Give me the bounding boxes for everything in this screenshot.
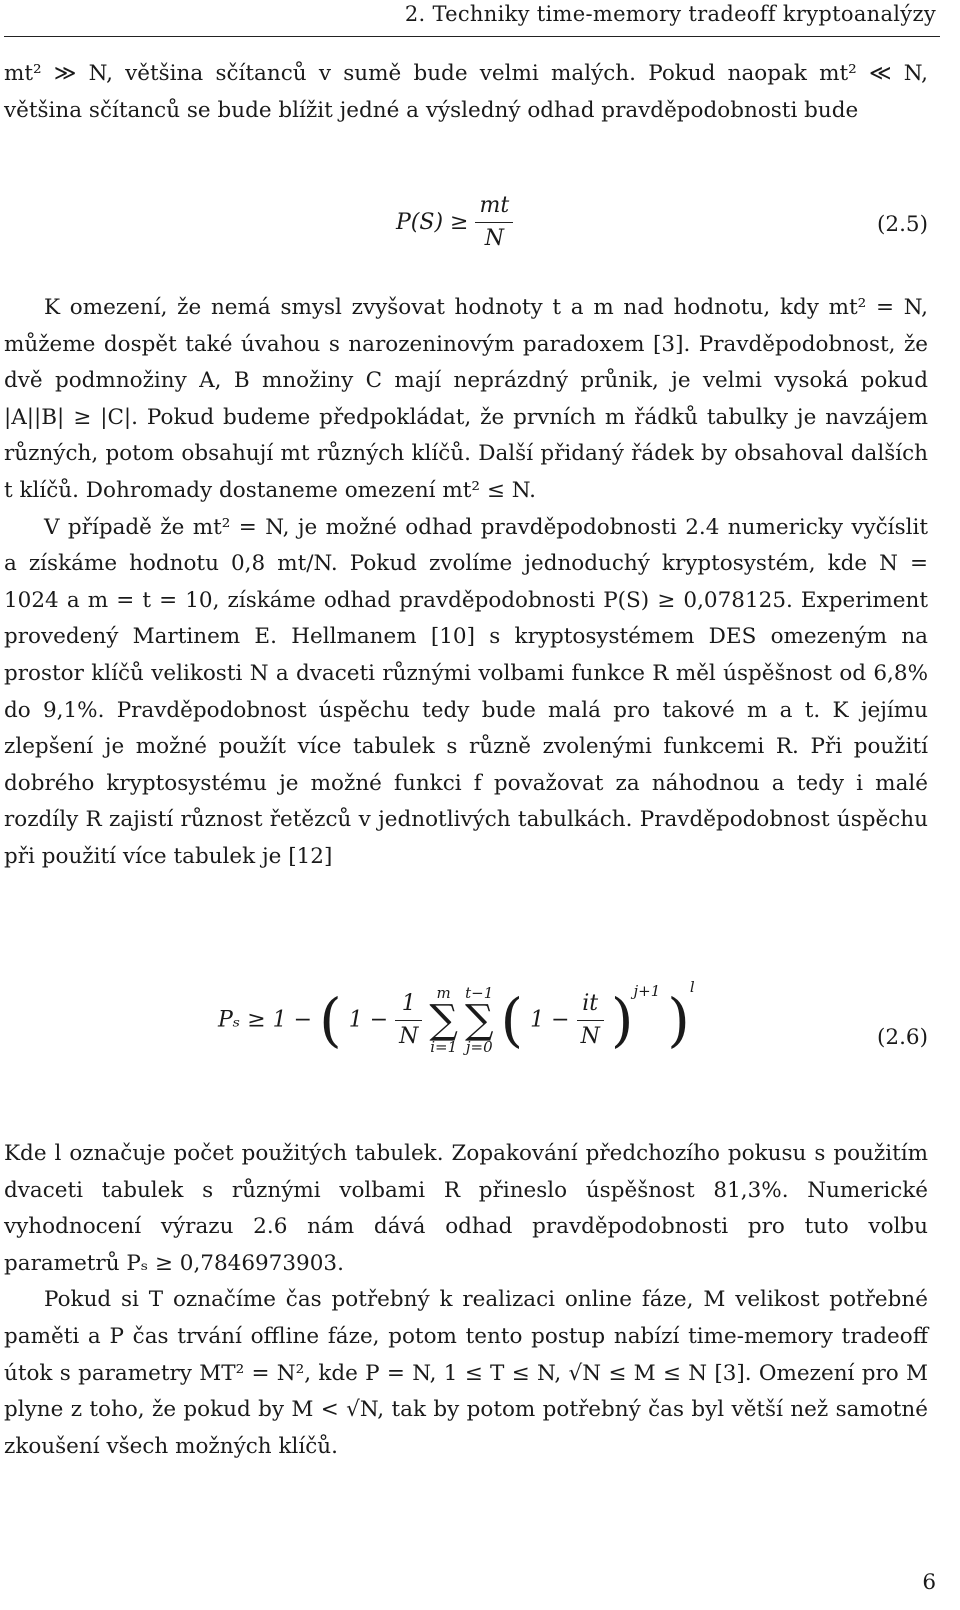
equation-2-6-inner-one: 1 − [348, 1007, 389, 1033]
paragraph-3: V případě že mt² = N, je možné odhad pravděpodobnosti 2.4 numericky vyčíslit a získáme hodnotu 0,8 mt/N. Pokud zvolíme jednoduchý kryptosystém, kde N = 1024 a m = t = 10, získáme odhad pravděpodobnosti P(S) ≥ 0,078125. Experiment provedený Martinem E. Hellmanem [10] s kryptosystémem DES omezeným na prostor klíčů velikosti N a dvaceti různými volbami funkce R měl úspěšnost od 6,8% do 9,1%. Pravděpodobnost úspěchu tedy bude malá pro takové m a t. K jejímu zlepšení je možné použít více tabulek s různě zvolenými funkcemi R. Při použití dobrého kryptosystému je možné funkci f považovat za náhodnou a tedy i malé rozdíly R zajistí různost řetězců v jednotlivých tabulkách. Pravděpodobnost úspěchu při použití více tabulek je [12] [4, 514, 928, 869]
fraction-2-numerator: it [577, 988, 604, 1021]
summation-j-lower: j=0 [465, 1038, 493, 1056]
text-block-2 [4, 290, 928, 876]
paragraph-4: Kde l označuje počet použitých tabulek. Zopakování předchozího pokusu s použitím dvaceti tabulek s různými volbami R přineslo úspěšnost 81,3%. Numerické vyhodnocení výrazu 2.6 nám dává odhad pravděpodobnosti pro tuto volbu parametrů Pₛ ≥ 0,7846973903. [4, 1141, 928, 1276]
equation-2-6 [4, 978, 928, 1095]
equation-2-5-lhs: P(S) ≥ [396, 210, 469, 235]
equation-2-5 [4, 190, 928, 270]
summation-i-upper: m [436, 984, 451, 1002]
inner-exponent: j+1 [633, 982, 661, 1000]
equation-2-6-fraction-1 [395, 988, 422, 1053]
page-number: 6 [922, 1570, 936, 1595]
equation-2-6-body [218, 978, 695, 1056]
outer-left-paren: ( [319, 986, 342, 1054]
paragraph-5: Pokud si T označíme čas potřebný k realizaci online fáze, M velikost potřebné paměti a P čas trvání offline fáze, potom tento postup nabízí time-memory tradeoff útok s parametry MT² = N², kde P = N, 1 ≤ T ≤ N, √N ≤ M ≤ N [3]. Omezení pro M plyne z toho, že pokud by M < √N, tak by potom potřebný čas byl větší než samotné zkoušení všech možných klíčů. [4, 1287, 928, 1459]
inner-left-paren: ( [500, 986, 524, 1054]
summation-j [465, 985, 494, 1055]
fraction-2-denominator: N [580, 1023, 600, 1049]
equation-2-5-fraction [475, 190, 513, 255]
equation-2-5-numerator: mt [475, 190, 513, 223]
equation-2-5-body [396, 190, 513, 255]
fraction-1-denominator: N [399, 1023, 419, 1049]
summation-i [429, 985, 458, 1055]
equation-2-6-number: (2.6) [877, 1025, 928, 1050]
text-block-3 [4, 1136, 928, 1465]
summation-i-sigma: ∑ [429, 997, 458, 1043]
equation-2-5-denominator: N [484, 226, 504, 251]
equation-2-6-lhs: Pₛ ≥ 1 − [218, 1007, 313, 1033]
running-header: 2. Techniky time-memory tradeoff kryptoanalýzy [404, 2, 936, 26]
paragraph-1: mt² ≫ N, většina sčítanců v sumě bude velmi malých. Pokud naopak mt² ≪ N, většina sčítanců se bude blížit jedné a výsledný odhad pravděpodobnosti bude [4, 61, 928, 123]
outer-exponent: l [689, 978, 695, 996]
equation-2-6-inner-two: 1 − [530, 1007, 570, 1033]
equation-2-5-number: (2.5) [877, 212, 928, 237]
text-block-1 [4, 56, 928, 129]
summation-j-upper: t−1 [465, 984, 494, 1002]
summation-j-sigma: ∑ [464, 997, 494, 1043]
outer-right-paren: ) [667, 986, 690, 1054]
paragraph-2: K omezení, že nemá smysl zvyšovat hodnoty t a m nad hodnotu, kdy mt² = N, můžeme dospět také úvahou s narozeninovým paradoxem [3]. Pravděpodobnost, že dvě podmnožiny A, B množiny C mají neprázdný průnik, je velmi vysoká pokud |A||B| ≥ |C|. Pokud budeme předpokládat, že prvních m řádků tabulky je navzájem různých, potom obsahují mt různých klíčů. Další přidaný řádek by obsahoval dalších t klíčů. Dohromady dostaneme omezení mt² ≤ N. [4, 295, 928, 503]
inner-right-paren: ) [610, 986, 634, 1054]
summation-i-lower: i=1 [430, 1038, 458, 1056]
header-rule [4, 36, 940, 37]
fraction-1-numerator: 1 [395, 988, 422, 1021]
equation-2-6-fraction-2 [577, 988, 604, 1053]
